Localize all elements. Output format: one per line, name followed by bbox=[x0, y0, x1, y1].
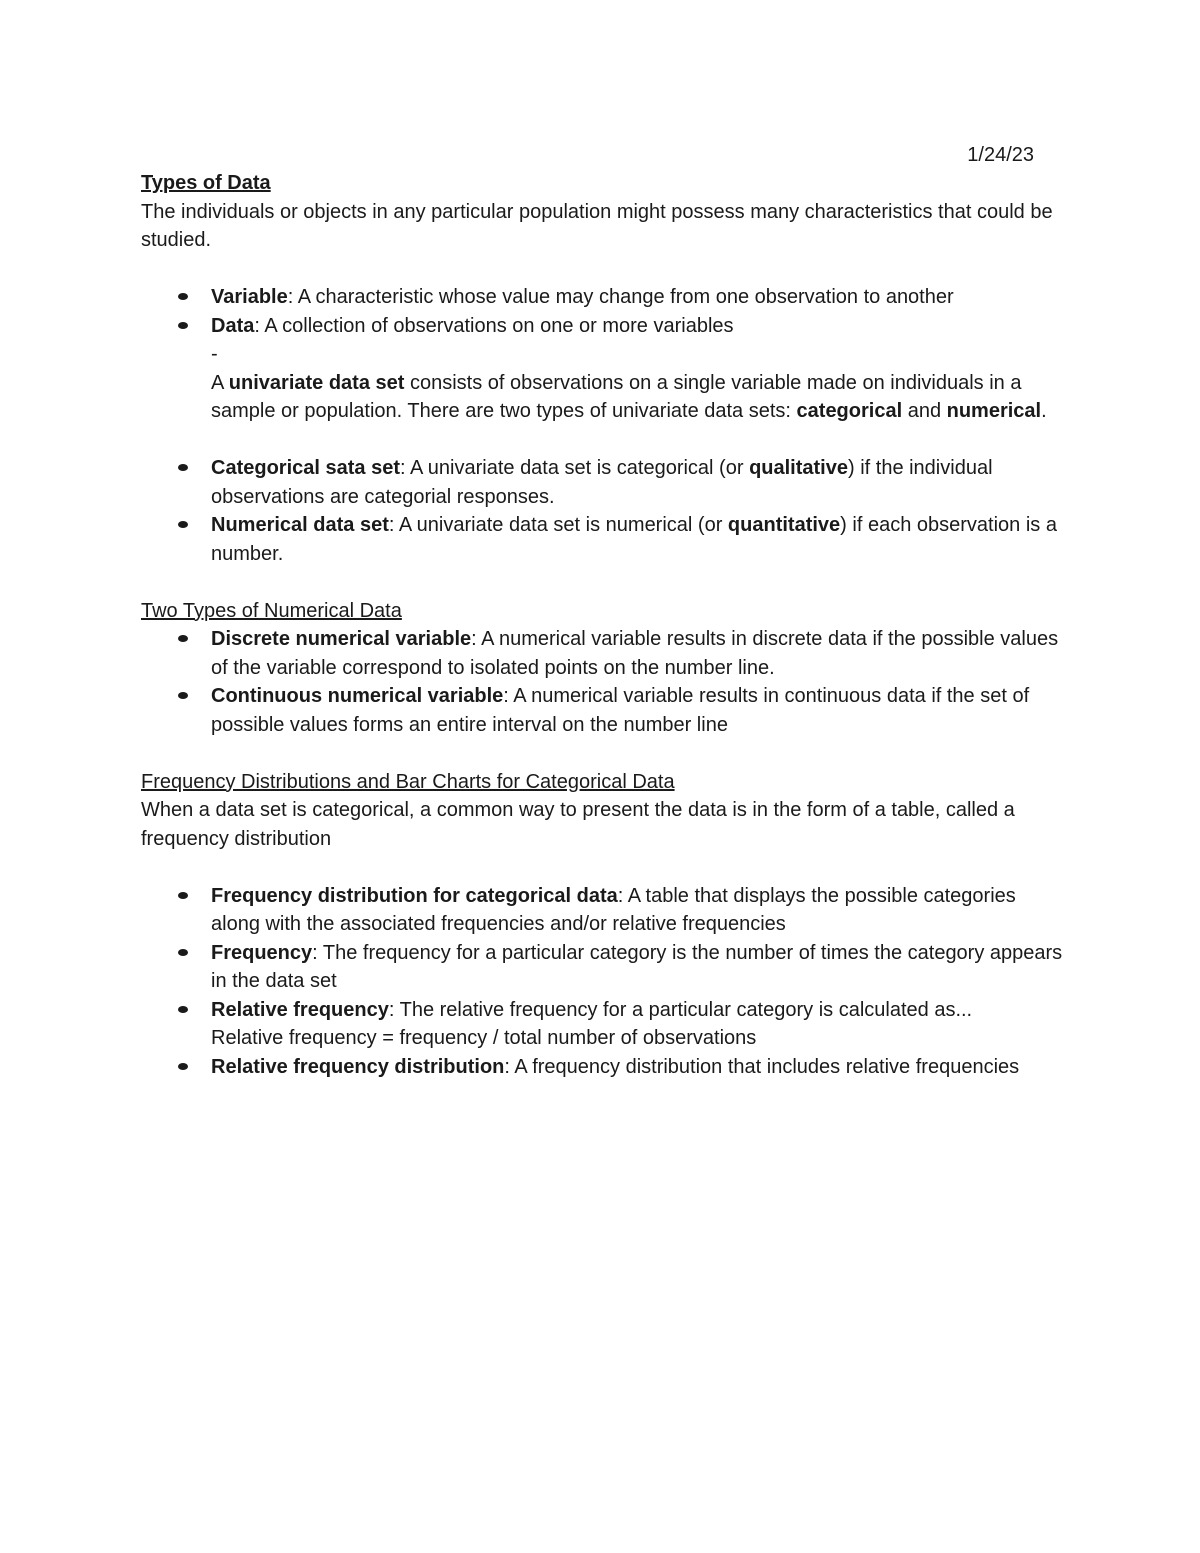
list-item: Discrete numerical variable: A numerical variable results in discrete data if the possible values of the variable correspond to isolated points on the number line. bbox=[141, 625, 1066, 682]
section-title-frequency-distributions: Frequency Distributions and Bar Charts for Categorical Data bbox=[141, 770, 675, 793]
date: 1/24/23 bbox=[967, 144, 1034, 166]
definition-list bbox=[141, 283, 1066, 340]
term: Variable bbox=[211, 286, 288, 308]
list-item: Relative frequency: The relative frequency for a particular category is calculated as... Relative frequency = frequency / total number of observations bbox=[141, 996, 1066, 1053]
list-item: Categorical sata set: A univariate data set is categorical (or qualitative) if the individual observations are categorial responses. bbox=[141, 454, 1066, 511]
definition-list bbox=[141, 454, 1066, 568]
term: Data bbox=[211, 314, 255, 337]
univariate-paragraph: A univariate data set consists of observations on a single variable made on individuals in a sample or population. There are two types of univariate data sets: categorical and numerical. bbox=[211, 371, 1047, 422]
list-item: Frequency distribution for categorical data: A table that displays the possible categories along with the associated frequencies and/or relative frequencies bbox=[141, 882, 1066, 939]
definition-list bbox=[141, 625, 1066, 739]
formula: Relative frequency = frequency / total number of observations bbox=[211, 1027, 757, 1049]
list-item: Numerical data set: A univariate data set is numerical (or quantitative) if each observation is a number. bbox=[141, 511, 1066, 568]
section-title-types-of-data: Types of Data bbox=[141, 172, 271, 194]
notes-body bbox=[141, 169, 1066, 1081]
list-item: Relative frequency distribution: A frequency distribution that includes relative frequencies bbox=[141, 1053, 1066, 1082]
list-item: Frequency: The frequency for a particular category is the number of times the category appears in the data set bbox=[141, 939, 1066, 996]
intro-paragraph: When a data set is categorical, a common way to present the data is in the form of a table, called a frequency distribution bbox=[141, 799, 1015, 850]
intro-paragraph: The individuals or objects in any particular population might possess many characteristics that could be studied. bbox=[141, 200, 1053, 251]
definition-list bbox=[141, 882, 1066, 1082]
list-item: Continuous numerical variable: A numerical variable results in continuous data if the set of possible values forms an entire interval on the number line bbox=[141, 682, 1066, 739]
list-item: Data: A collection of observations on one or more variables bbox=[141, 312, 1066, 341]
dash: - bbox=[211, 343, 218, 365]
section-title-numerical-data: Two Types of Numerical Data bbox=[141, 599, 402, 622]
list-item: Variable: A characteristic whose value may change from one observation to another bbox=[141, 283, 1066, 312]
